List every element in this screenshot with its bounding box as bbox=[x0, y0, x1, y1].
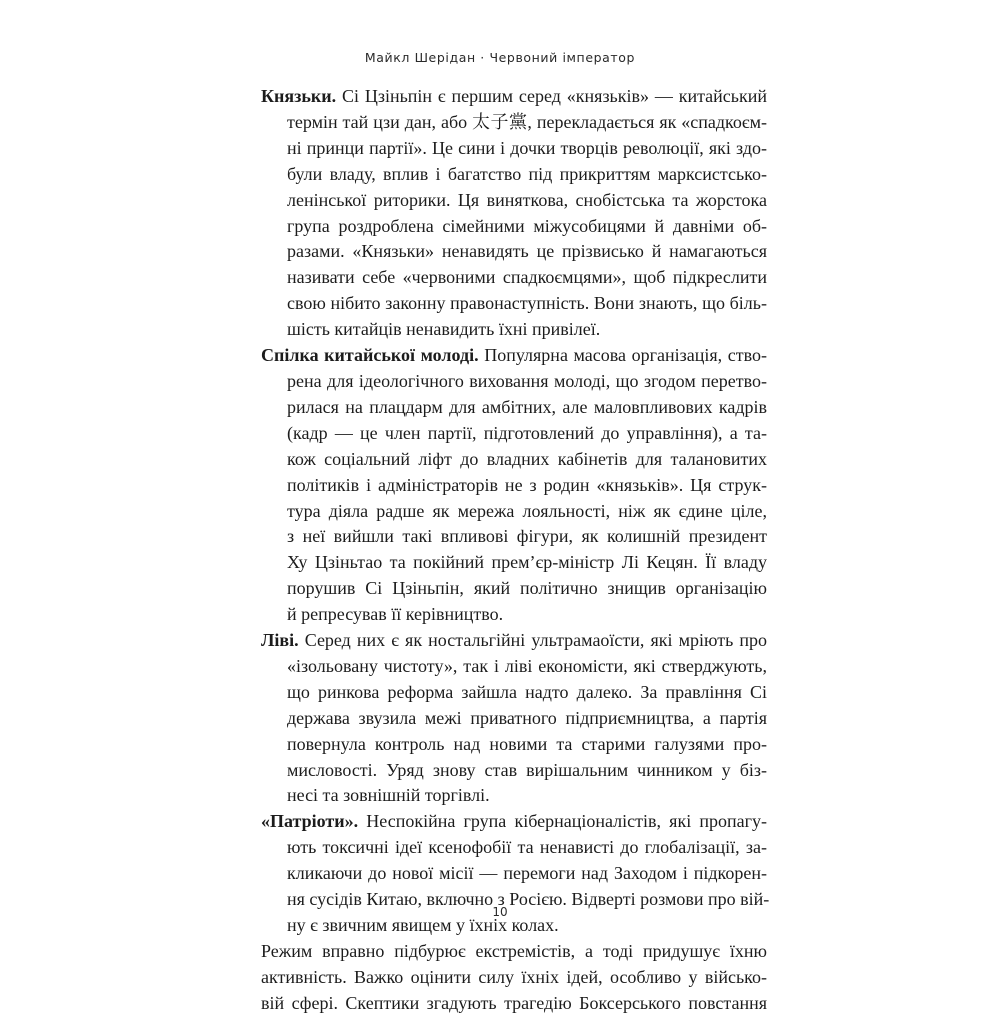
text-line: ну є звичним явищем у їхніх колах. bbox=[287, 915, 559, 935]
page-text bbox=[261, 84, 770, 1017]
text-line: активність. Важко оцінити силу їхніх ідей, особливо у військо- bbox=[261, 966, 767, 987]
text-line: мисловості. Уряд знову став вирішальним чинником у біз- bbox=[287, 759, 767, 780]
text-line: разами. «Князьки» ненавидять це прізвисько й намагаються bbox=[287, 241, 767, 262]
text-line: термін тай цзи дан, або 太子黨, перекладається як «спадкоєм- bbox=[287, 111, 767, 132]
text-line: що ринкова реформа зайшла надто далеко. За правління Сі bbox=[287, 681, 767, 702]
text-line: кож соціальний ліфт до владних кабінетів для талановитих bbox=[287, 448, 767, 469]
entry-term: Князьки. bbox=[261, 86, 337, 106]
text-line: були владу, вплив і багатство під прикриттям марксистсько- bbox=[287, 163, 767, 184]
glossary-entry-youth-league bbox=[261, 343, 767, 628]
text-line: ленінської риторики. Ця виняткова, снобістська та жорстока bbox=[287, 189, 767, 210]
text-line: ня сусідів Китаю, включно з Росією. Відверті розмови про вій- bbox=[287, 889, 770, 910]
text-line: називати себе «червоними спадкоємцями», щоб підкреслити bbox=[287, 267, 767, 288]
text-line: повернула контроль над новими та старими галузями про- bbox=[287, 733, 767, 754]
page-number: 10 bbox=[492, 905, 508, 919]
text-line: «ізольовану чистоту», так і ліві економісти, які стверджують, bbox=[287, 655, 767, 676]
text-line: й репресував її керівництво. bbox=[287, 604, 504, 625]
text-line: рена для ідеологічного виховання молоді, що згодом перетво- bbox=[287, 370, 767, 391]
glossary-entry-princelings bbox=[261, 84, 767, 343]
text-line: група роздроблена сімейними міжусобицями й давніми об- bbox=[287, 215, 767, 236]
text-line: тура діяла радше як мережа лояльності, ніж як єдине ціле, bbox=[287, 500, 767, 521]
text-line: Неспокійна група кібернаціоналістів, які пропагу- bbox=[358, 811, 767, 832]
text-line: рилася на плацдарм для амбітних, але маловпливових кадрів bbox=[287, 396, 767, 417]
glossary-entry-patriots bbox=[261, 809, 770, 939]
text-line: вій сфері. Скептики згадують трагедію Боксерського повстання bbox=[261, 992, 767, 1013]
text-line: Режим вправно підбурює екстремістів, а тоді придушує їхню bbox=[261, 940, 767, 961]
running-head: Майкл Шерідан · Червоний імператор bbox=[364, 50, 636, 65]
text-line: (кадр — це член партії, підготовлений до управління), а та- bbox=[287, 422, 767, 443]
entry-term: Спілка китайської молоді. bbox=[261, 345, 479, 366]
text-line: з неї вийшли такі впливові фігури, як колишній президент bbox=[287, 526, 767, 547]
text-line: кликаючи до нової місії — перемоги над Заходом і підкорен- bbox=[287, 863, 767, 884]
text-line: держава звузила межі приватного підприємництва, а партія bbox=[287, 707, 767, 728]
glossary-entry-leftists bbox=[261, 628, 767, 809]
text-line: ють токсичні ідеї ксенофобії та ненависті до глобалізації, за- bbox=[287, 837, 767, 858]
text-line: несі та зовнішній торгівлі. bbox=[287, 785, 490, 806]
text-line: Сі Цзіньпін є першим серед «князьків» — китайський bbox=[336, 86, 767, 106]
text-line: порушив Сі Цзіньпін, який політично знищив організацію bbox=[287, 578, 767, 599]
text-line: політиків і адміністраторів не з родин «князьків». Ця струк- bbox=[287, 474, 767, 495]
text-line: шість китайців ненавидить їхні привілеї. bbox=[287, 319, 601, 340]
text-line: свою нібито законну правонаступність. Вони знають, що біль- bbox=[287, 293, 767, 314]
text-line: Ху Цзіньтао та покійний прем’єр-міністр Лі Кецян. Її владу bbox=[287, 552, 767, 573]
text-line: Популярна масова організація, ство- bbox=[478, 345, 768, 366]
entry-term: Ліві. bbox=[261, 630, 299, 651]
entry-term: «Патріоти». bbox=[261, 811, 359, 832]
text-line: Серед них є як ностальгійні ультрамаоїсти, які мріють про bbox=[298, 630, 767, 651]
body-paragraph bbox=[261, 939, 767, 1017]
text-line: ні принци партії». Це сини і дочки творців революції, які здо- bbox=[287, 137, 767, 158]
